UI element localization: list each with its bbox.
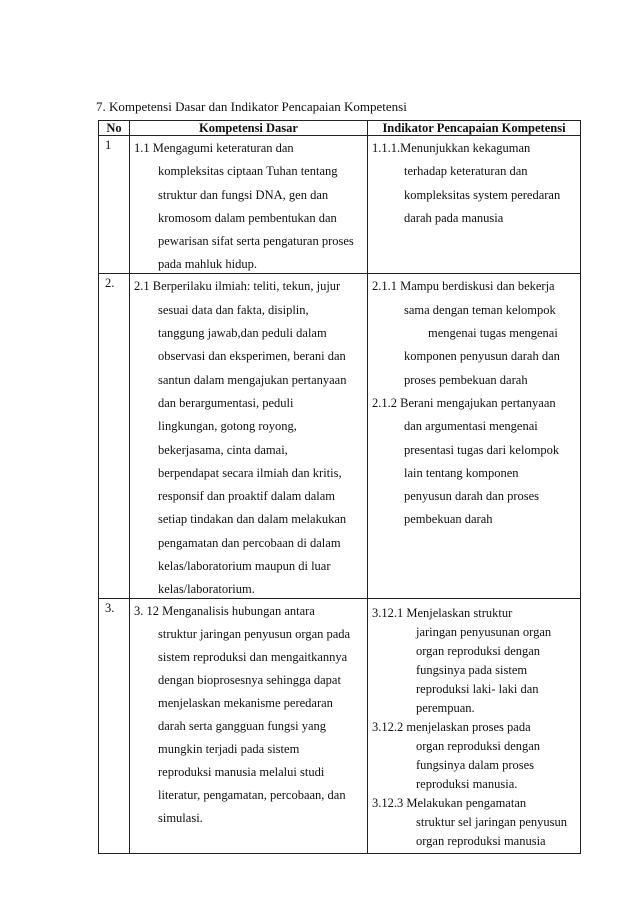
kd-line: literatur, pengamatan, percobaan, dan xyxy=(158,788,346,803)
ik-line: 3.12.1 Menjelaskan struktur xyxy=(372,606,513,621)
ik-line: fungsinya pada sistem xyxy=(416,663,528,678)
ik-line: organ reproduksi dengan xyxy=(416,644,541,659)
kd-line: kelas/laboratorium maupun di luar xyxy=(158,559,331,574)
header-indikator: Indikator Pencapaian Kompetensi xyxy=(368,121,581,136)
ik-line: darah pada manusia xyxy=(404,210,504,225)
kd-line: bekerjasama, cinta damai, xyxy=(158,442,288,457)
kd-line: 2.1 Berperilaku ilmiah: teliti, tekun, jujur xyxy=(134,279,341,294)
kd-line: reproduksi manusia melalui studi xyxy=(158,765,325,780)
indikator-cell xyxy=(368,274,581,599)
header-kompetensi-dasar: Kompetensi Dasar xyxy=(130,121,368,136)
ik-line: kompleksitas system peredaran xyxy=(404,187,561,202)
ik-line: penyusun darah dan proses xyxy=(404,489,540,504)
table-row xyxy=(99,599,581,854)
ik-line: 3.12.2 menjelaskan proses pada xyxy=(372,720,531,735)
kd-line: berpendapat secara ilmiah dan kritis, xyxy=(158,465,342,480)
row-number: 1 xyxy=(99,136,130,274)
kd-line: pewarisan sifat serta pengaturan proses xyxy=(158,234,354,249)
ik-line: 2.1.2 Berani mengajukan pertanyaan xyxy=(372,395,556,410)
ik-line: terhadap keteraturan dan xyxy=(404,164,528,179)
kd-line: mungkin terjadi pada sistem xyxy=(158,742,300,757)
kd-line: kromosom dalam pembentukan dan xyxy=(158,210,337,225)
kd-line: dan berargumentasi, peduli xyxy=(158,395,294,410)
ik-line: perempuan. xyxy=(416,701,475,716)
kd-line: tanggung jawab,dan peduli dalam xyxy=(158,326,327,341)
table-header-row xyxy=(99,121,581,136)
ik-line: dan argumentasi mengenai xyxy=(404,419,538,434)
section-heading: 7. Kompetensi Dasar dan Indikator Pencapaian Kompetensi xyxy=(96,99,407,114)
kd-line: 3. 12 Menganalisis hubungan antara xyxy=(134,604,315,619)
kd-line: struktur jaringan penyusun organ pada xyxy=(158,627,351,642)
row-number: 3. xyxy=(99,599,130,854)
ik-line: sama dengan teman kelompok xyxy=(404,302,556,317)
kd-line: responsif dan proaktif dalam dalam xyxy=(158,489,336,504)
competency-table xyxy=(98,120,581,854)
kompetensi-dasar-cell xyxy=(130,274,368,599)
ik-line: 1.1.1.Menunjukkan kekaguman xyxy=(372,141,531,155)
kd-line: menjelaskan mekanisme peredaran xyxy=(158,696,333,711)
ik-line: komponen penyusun darah dan xyxy=(404,349,560,364)
kd-line: darah serta gangguan fungsi yang xyxy=(158,719,326,734)
kd-line: kelas/laboratorium. xyxy=(158,582,255,597)
ik-line: reproduksi manusia. xyxy=(416,777,518,792)
kd-line: dengan bioprosesnya sehingga dapat xyxy=(158,673,341,688)
ik-line: organ reproduksi dengan xyxy=(416,739,541,754)
ik-line: organ reproduksi manusia xyxy=(416,834,546,849)
ik-line: presentasi tugas dari kelompok xyxy=(404,442,560,457)
kd-line: santun dalam mengajukan pertanyaan xyxy=(158,372,347,387)
ik-line: reproduksi laki- laki dan xyxy=(416,682,539,697)
ik-line: pembekuan darah xyxy=(404,512,493,527)
row-number: 2. xyxy=(99,274,130,599)
ik-line: proses pembekuan darah xyxy=(404,372,528,387)
table-row xyxy=(99,274,581,599)
ik-line: struktur sel jaringan penyusun xyxy=(416,815,568,830)
ik-line: mengenai tugas mengenai xyxy=(428,326,558,341)
kd-line: pada mahluk hidup. xyxy=(158,257,257,272)
kd-line: sesuai data dan fakta, disiplin, xyxy=(158,302,309,317)
kd-line: pengamatan dan percobaan di dalam xyxy=(158,535,341,550)
indikator-cell xyxy=(368,599,581,854)
kd-line: kompleksitas ciptaan Tuhan tentang xyxy=(158,164,338,179)
kd-line: sistem reproduksi dan mengaitkannya xyxy=(158,650,348,665)
ik-line: lain tentang komponen xyxy=(404,465,519,480)
kd-line: struktur dan fungsi DNA, gen dan xyxy=(158,187,329,202)
ik-line: 2.1.1 Mampu berdiskusi dan bekerja xyxy=(372,279,555,294)
kd-line: setiap tindakan dan dalam melakukan xyxy=(158,512,347,527)
ik-line: fungsinya dalam proses xyxy=(416,758,535,773)
indikator-cell xyxy=(368,136,581,274)
kompetensi-dasar-cell xyxy=(130,136,368,274)
ik-line: 3.12.3 Melakukan pengamatan xyxy=(372,796,527,811)
kd-line: simulasi. xyxy=(158,811,203,826)
kd-line: observasi dan eksperimen, berani dan xyxy=(158,349,346,364)
table-row xyxy=(99,136,581,274)
kompetensi-dasar-cell xyxy=(130,599,368,854)
kd-line: lingkungan, gotong royong, xyxy=(158,419,297,434)
header-no: No xyxy=(99,121,130,136)
ik-line: jaringan penyusunan organ xyxy=(416,625,552,640)
kd-line: 1.1 Mengagumi keteraturan dan xyxy=(134,141,294,155)
